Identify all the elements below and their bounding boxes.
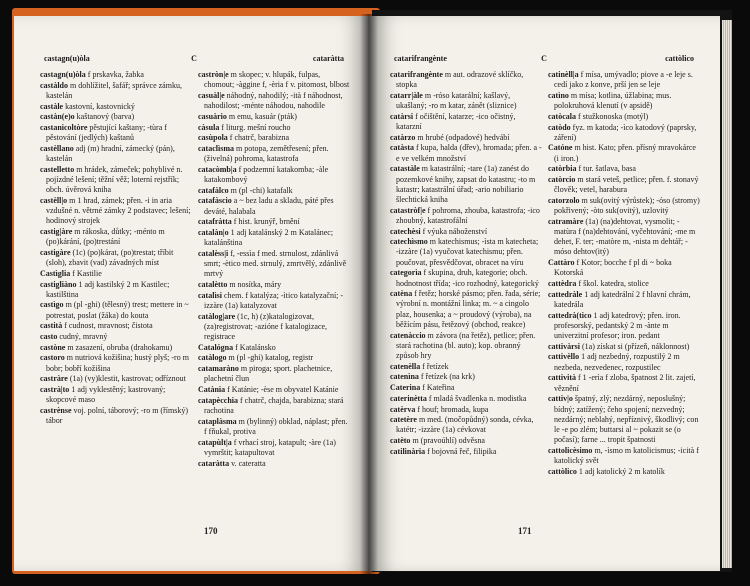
dictionary-entry: cattività f 1 -erìa f zloba, špatnost 2 lit. zajetí, věznění [548, 373, 696, 393]
dictionary-entry: cattòlico 1 adj katolický 2 m katolík [548, 466, 665, 476]
dictionary-entry: catetère m med. (močopůdný) sonda, cévka, katétr; -izzàre (1a) cévkovat [390, 415, 534, 435]
dictionary-entry: cataràtta v. cateratta [198, 458, 266, 468]
dictionary-entry: castràre (1a) (vy)klestit, kastrovat; odříznout [40, 374, 186, 384]
dictionary-entry: castigliàno 1 adj kastilský 2 m Kastilec; kastilština [40, 279, 170, 299]
dictionary-entry: catàlogo m (pl -ghi) katalog, registr [198, 353, 314, 363]
left-page-number: 170 [204, 526, 218, 536]
left-head-last-word: cataràtta [312, 54, 344, 63]
dictionary-entry: catòdo fyz. m katoda; -ìco katodový (paprsky, záření) [548, 122, 697, 142]
dictionary-entry: castòne m zasazení, obruba (drahokamu) [40, 342, 173, 352]
dictionary-entry: catòrbia f tur. šatlava, basa [548, 164, 636, 174]
dictionary-entry: catastròf|e f pohroma, zhouba, katastrofa; -ico zhoubný, katastrofální [390, 205, 540, 225]
dictionary-entry: castìgo m (pl -ghi) (tělesný) trest; mettere in ~ potrestat, poslat (žáka) do kouta [40, 300, 189, 320]
dictionary-entry: catechìsmo m katechismus; -ìsta m katecheta; -izzàre (1a) vyučovat katechismu; přen. poučovat, přesvědčovat, obracet na víru [390, 237, 539, 267]
dictionary-entry: catafràtta f hist. krunýř, brnění [198, 217, 300, 227]
dictionary-entry: castèll|o m 1 hrad, zámek; přen. -i in aria vzdušné n. větrné zámky 2 podstavec; lešení; hodinový strojek [40, 195, 191, 226]
dictionary-entry: castoro m nutriová kožišina; hustý plyš; -ro m bobr; bobří kožišina [40, 353, 189, 373]
dictionary-entry: cattedrà(tico 1 adj katedrový; přen. iron. profesorský, pedantský 2 m -ànte m univerzitní profesor; iron. pedant [548, 310, 681, 341]
dictionary-entry: cataplàsma m (bylinný) obklad, náplast; přen. f fňukal, protiva [198, 416, 348, 436]
dictionary-entry: catamaràno m piroga; sport. plachetnice, plachetní člun [198, 364, 333, 384]
dictionary-entry: catarifrangènte m aut. odrazové sklíčko, stopka [390, 70, 524, 90]
dictionary-entry: catarr|àle m -róso katarální; kašlavý, ukašlaný; -ro m katar, zánět (sliznice) [390, 90, 517, 111]
left-head-letter: C [191, 54, 197, 63]
dictionary-entry: catèto m (pravoúhlí) odvěsna [390, 436, 485, 446]
dictionary-entry: catalèss|i f, -essìa f med. strnulost, zdánlivá smrt; -ètico med. strnulý, zmrtvělý, zdánlivě mrtvý [198, 248, 347, 279]
dictionary-entry: Catània f Katánie; -èse m obyvatel Katánie [198, 385, 339, 395]
dictionary-entry: catàrzo m hrubé (odpadové) hedvábí [390, 132, 510, 142]
right-head-word: catarifrangènte [394, 54, 447, 63]
dictionary-entry: catalàn|o 1 adj katalánský 2 m Katalánec; katalánština [198, 228, 334, 248]
dictionary-entry: catafàlco m (pl -chi) katafalk [198, 185, 293, 195]
dictionary-entry: caterinètta f mladá švadlenka n. modistka [390, 393, 527, 403]
dictionary-entry: castelletto m hrádek, zámeček; pohyblivé n. pojízdné lešení; těžní věž; loterní rejstřík; obch. úvěrová kniha [40, 164, 183, 195]
dictionary-entry: casùpola f chatrč, barabizna [198, 133, 290, 143]
dictionary-entry: cattedràle 1 adj katedrální 2 f hlavní chrám, katedrála [548, 289, 691, 309]
dictionary-entry: catapùlt|a f vrhací stroj, katapult; -àre (1a) vymrštit; katapultovat [198, 437, 336, 457]
left-running-head [44, 54, 344, 63]
dictionary-entry: catorzolo m suk(ovitý výrůstek); -óso (stromy) pokřivený; -òto suk(ovitý), uzlovitý [548, 195, 700, 216]
dictionary-entry: castàldo m dohlížitel, šafář; správce zámku, kastelán [40, 80, 182, 100]
dictionary-entry: castèllano adj (m) hradní, zámecký (pán), kastelán [40, 143, 175, 164]
left-page [14, 16, 370, 571]
dictionary-entry: castrà|to 1 adj vyklestěný; kastrovaný; skopcové maso [40, 385, 166, 405]
dictionary-entry: castigàre (1c) (po)kárat, (po)trestat; tříbit (sloh), zbavit (vad) závadných míst [40, 247, 174, 268]
dictionary-entry: cattivèllo 1 adj nezbedný, rozpustilý 2 m nezbeda, nezvedenec, rozpustilec [548, 352, 680, 372]
left-column-1 [40, 70, 192, 427]
page-edges [722, 20, 732, 568]
dictionary-entry: castàle kastovní, kastovnický [40, 101, 135, 111]
dictionary-entry: cataclìsma m potopa, zemětřesení; přen. (živelná) pohroma, katastrofa [198, 143, 329, 164]
dictionary-entry: castig|àre m rákoska, důtky; -ménto m (po)kárání, (po)trestání [40, 227, 165, 247]
dictionary-entry: casuàl|e náhodný, nahodilý; -ità f náhodnost, nahodilost; -ménte náhodou, nahodile [198, 90, 343, 111]
dictionary-entry: castròn|e m skopec; v. hlupák, fulpas, chomout; -àggine f, -èria f v. pitomost, blbost [198, 70, 350, 90]
dictionary-entry: catramàre (1a) (na)dehtovat, vysmolit; -matùra f (na)dehtování, vyčehtování; -me m dehet, F. ter; -matòre m, -nista m dehtář; -móso dehtov(itý) [548, 216, 696, 257]
dictionary-entry: Cattàro f Kotor; bocche f pl di ~ boka Kotorská [548, 258, 672, 278]
dictionary-entry: catàsta f kupa, halda (dřev), hromada; přen. a -e ve velkém množství [390, 143, 542, 163]
left-head-word: castagn(u)òla [44, 54, 90, 63]
dictionary-entry: castanicoltòre pěstující kaštany; -tùra f pěstování (jedlých) kaštanů [40, 123, 167, 143]
dictionary-entry: catilinària f bojovná řeč, filipika [390, 446, 497, 456]
dictionary-entry: Catalógna f Katalánsko [198, 342, 276, 352]
dictionary-entry: casuàrio m emu, kasuár (pták) [198, 111, 297, 121]
dictionary-entry: catàlog|are (1c, h) (z)katalogizovat, (za)registrovat; -azióne f katalogizace, registrace [198, 311, 328, 342]
dictionary-entry: castità f cudnost, mravnost; čistota [40, 321, 153, 331]
right-page [368, 16, 720, 571]
dictionary-entry: cattiv|o špatný, zlý; nezdárný, neposlušný; bídný; zatížený; čeho spojení; nezvedný; nezdárný; neblahý, nepříznivý, škodlivý; con le -e po zlém; buttarsi al ~ pokazit se (o počasí); farne ... tropit špatnosti [548, 394, 699, 445]
dictionary-entry: catèna f řetěz; horské pásmo; přen. řada, série; výrobní n. montážní linka; m. ~ a cingolo plaz, housenka; a ~ proudový (výroba), na běžícím pásu, řetězový (obchod, reakce) [390, 289, 541, 329]
dictionary-entry: catastàle m katastrální; -tare (1a) zanést do pozemkové knihy, zapsat do katastru; -to m katastr; katastrální úřad; -ario nobiliario šlechtická kniha [390, 164, 536, 204]
right-column-1 [390, 70, 542, 458]
dictionary-entry: casto cudný, mravný [40, 332, 108, 342]
dictionary-entry: catinèll|a f mísa, umývadlo; piove a -e leje s. cedí jako z konve, prší jen se leje [548, 70, 693, 90]
dictionary-entry: catacòmb|a f podzemní katakomba; -àle katakombový [198, 164, 329, 185]
dictionary-entry: cattèdra f škol. katedra, stolice [548, 279, 649, 289]
dictionary-entry: càsula f liturg. mešní roucho [198, 122, 291, 132]
dictionary-entry: catàrsi f očištění, katarze; -ico očistný, katarzní [390, 111, 516, 132]
dictionary-entry: Catóne m hist. Kato; přen. přísný mravokárce (i iron.) [548, 143, 696, 163]
right-running-head [394, 54, 694, 63]
dictionary-entry: catenàccio m závora (na řetěz), petlice; přen. stará rachotina (bl. auto); kop. obranný způsob hry [390, 330, 536, 360]
dictionary-entry: catèrva f houf; hromada, kupa [390, 404, 489, 414]
dictionary-entry: Castìglia f Kastilie [40, 268, 102, 278]
dictionary-entry: categorìa f skupina, druh, kategorie; obch. hodnotnost třída; -ico rozhodný, kategorický [390, 268, 539, 288]
dictionary-entry: catapècchia f chatrč, chajda, barabizna; stará rachotina [198, 395, 344, 415]
right-column-2 [548, 70, 700, 477]
dictionary-entry: catìno m mísa; kotlina, úžlabina; mus. polokruhová klenutí (v apsidě) [548, 90, 672, 111]
dictionary-entry: cattivàrsi (1a) získat si (přízeň, náklonnost) [548, 341, 690, 351]
dictionary-entry: catechèsi f výuka náboženství [390, 226, 488, 236]
book-gutter [360, 14, 378, 574]
dictionary-entry: Caterina f Kateřina [390, 383, 455, 393]
dictionary-entry: catalìsi chem. f katalýza; -ìtico katalyzační; -izzàre (1a) katalyzovat [198, 290, 344, 310]
dictionary-entry: castrènse voj. polní, táborový; -ro m (římský) tábor [40, 406, 188, 426]
dictionary-entry: cattolicèsimo m, -ìsmo m katolicismus; -icità f katolický svět [548, 445, 699, 466]
right-page-number: 171 [518, 526, 532, 536]
dictionary-entry: catafàscio a ~ bez ladu a skladu, páté přes deváté, halabala [198, 196, 334, 216]
dictionary-entry: catalètto m nosítka, máry [198, 280, 282, 290]
dictionary-entry: catenìna f řetízek (na krk) [390, 372, 475, 382]
dictionary-entry: castàn(e)o kaštanový (barva) [40, 112, 135, 122]
dictionary-entry: castagn(u)òla f prskavka, žabka [40, 70, 144, 79]
dictionary-entry: catòrcio m stará veteš, petlice; přen. f. stonavý člověk; vetel, harabura [548, 175, 699, 195]
right-head-last-word: cattòlico [665, 54, 694, 63]
left-column-2 [198, 70, 350, 469]
right-head-letter: C [541, 54, 547, 63]
dictionary-entry: catenèlla f řetízek [390, 361, 449, 371]
dictionary-entry: catòcala f stužkonoska (motýl) [548, 111, 649, 121]
